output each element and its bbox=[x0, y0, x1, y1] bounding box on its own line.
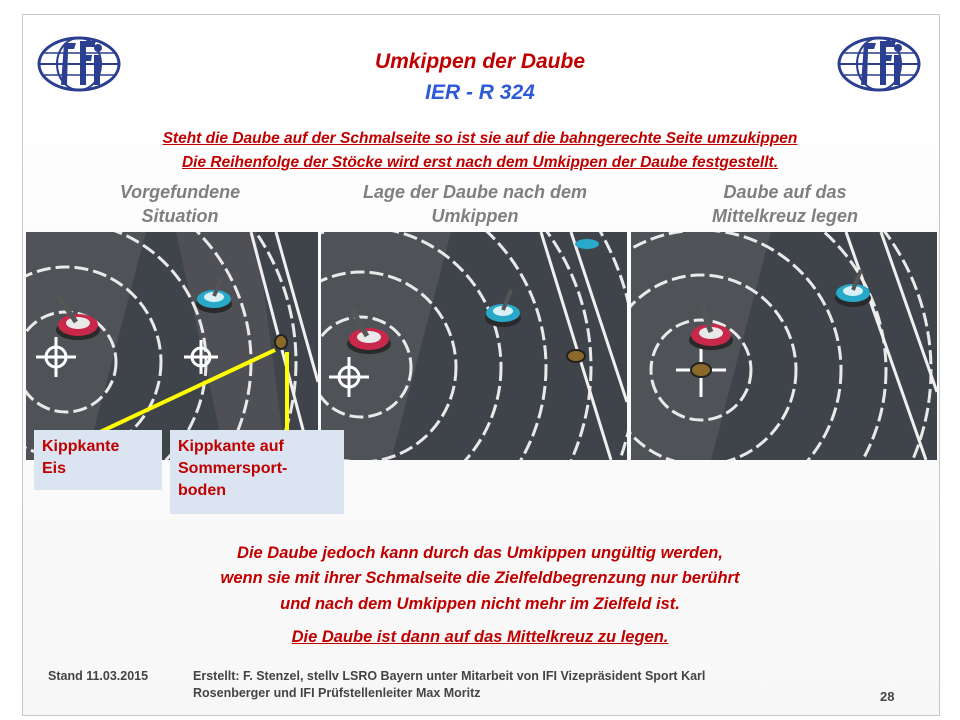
page-number: 28 bbox=[880, 689, 895, 704]
footer-credit-line2: Rosenberger und IFI Prüfstellenleiter Max Moritz bbox=[193, 686, 481, 700]
label-ice-line1: Kippkante bbox=[42, 438, 120, 455]
column-heading-after-line1: Lage der Daube nach dem bbox=[362, 182, 588, 202]
rule-line-2: Die Reihenfolge der Stöcke wird erst nach dem Umkippen der Daube festgestellt. bbox=[181, 154, 779, 171]
column-heading-found-line1: Vorgefundene bbox=[119, 182, 241, 202]
rule-line-1: Steht die Daube auf der Schmalseite so ist sie auf die bahngerechte Seite umzukippen bbox=[162, 130, 798, 147]
label-summer-line3: boden bbox=[178, 482, 226, 499]
bottom-line-1: Die Daube jedoch kann durch das Umkippen ungültig werden, bbox=[237, 544, 723, 562]
label-summer-line2: Sommersport- bbox=[178, 460, 288, 477]
bottom-line-3: und nach dem Umkippen nicht mehr im Zielfeld ist. bbox=[280, 595, 680, 613]
bottom-line-4: Die Daube ist dann auf das Mittelkreuz zu legen. bbox=[291, 628, 669, 646]
column-heading-center-line1: Daube auf das bbox=[723, 182, 847, 202]
footer-credits bbox=[193, 668, 873, 702]
column-heading-found-line2: Situation bbox=[141, 206, 219, 226]
label-ice-line2: Eis bbox=[42, 460, 67, 477]
footer-date: Stand 11.03.2015 bbox=[48, 669, 149, 683]
label-kippkante-sommer bbox=[170, 430, 344, 514]
footer-credit-line1: Erstellt: F. Stenzel, stellv LSRO Bayern unter Mitarbeit von IFI Vizepräsident Sport Karl bbox=[193, 669, 706, 683]
slide-title: Umkippen der Daube bbox=[374, 50, 586, 73]
label-summer-line1: Kippkante auf bbox=[178, 438, 284, 455]
column-heading-center-line2: Mittelkreuz legen bbox=[711, 206, 859, 226]
label-kippkante-eis bbox=[34, 430, 162, 490]
slide-subtitle: IER - R 324 bbox=[425, 81, 535, 104]
bottom-line-2: wenn sie mit ihrer Schmalseite die Zielfeldbegrenzung nur berührt bbox=[220, 569, 740, 587]
column-heading-after-line2: Umkippen bbox=[431, 206, 519, 226]
